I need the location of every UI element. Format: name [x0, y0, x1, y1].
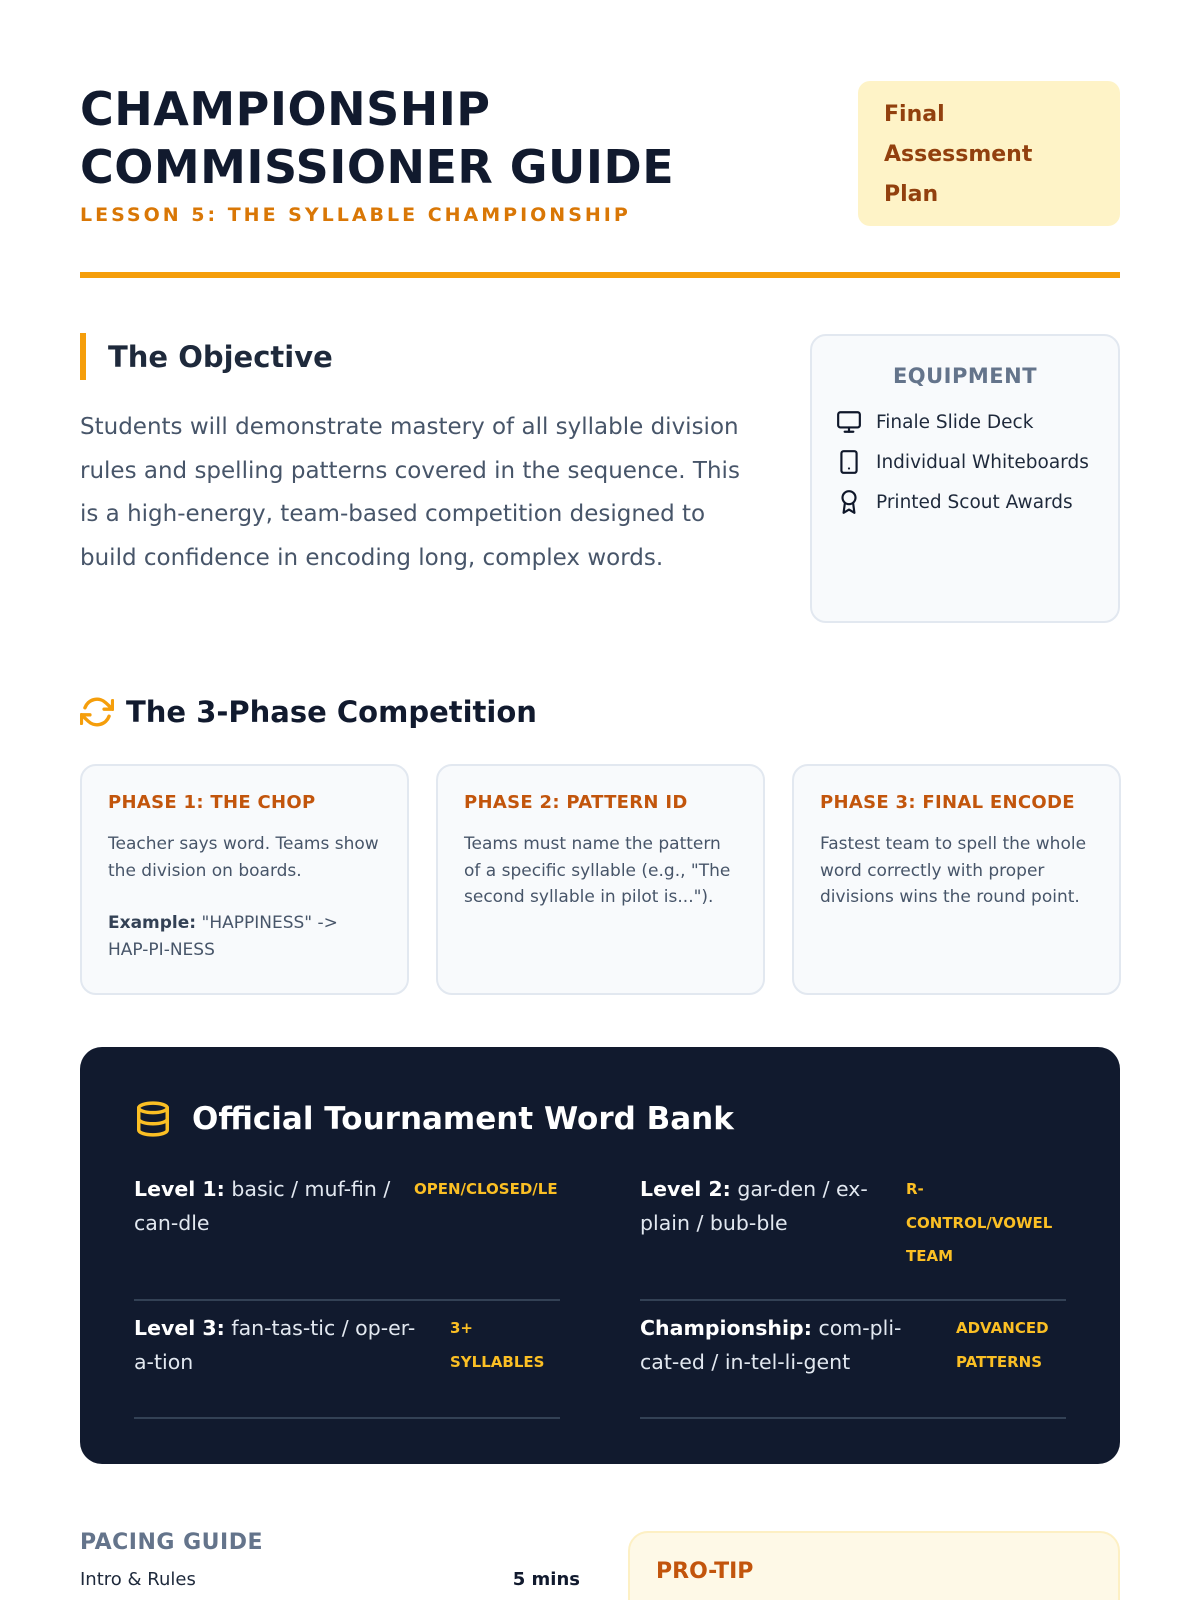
phase-label: PHASE 2: PATTERN ID: [464, 792, 688, 813]
equipment-item: [836, 442, 1094, 482]
level-word-list: basic / muf-fin / can-dle: [134, 1177, 391, 1235]
header-divider: [80, 272, 1120, 278]
level-words: [640, 1173, 890, 1299]
objective-text: Students will demonstrate mastery of all syllable division rules and spelling patterns covered in the sequence. This is a high-energy, team-based competition designed to build confidence in encoding long, complex words.: [80, 414, 740, 571]
objective-section: [80, 333, 740, 580]
level-tag: ADVANCED PATTERNS: [956, 1319, 1049, 1371]
phase-label: PHASE 1: THE CHOP: [108, 792, 316, 813]
phase-example-text: "HAPPINESS" -> HAP-PI-NESS: [108, 913, 338, 960]
database-icon: [134, 1099, 172, 1139]
phase-example: [108, 910, 381, 963]
equipment-item-label: Printed Scout Awards: [876, 491, 1073, 513]
level-name: Championship:: [640, 1316, 812, 1340]
equipment-item-label: Individual Whiteboards: [876, 451, 1089, 473]
phase-text: Teams must name the pattern of a specific syllable (e.g., "The second syllable in pilot is...").: [464, 834, 731, 907]
plan-badge: Final Assessment Plan: [858, 81, 1120, 226]
refresh-icon: [80, 695, 114, 729]
protip-title: PRO-TIP: [656, 1559, 754, 1584]
equipment-item: [836, 402, 1094, 442]
equipment-item-label: Finale Slide Deck: [876, 411, 1034, 433]
word-bank-panel: [80, 1047, 1120, 1464]
pacing-guide: [80, 1530, 580, 1590]
level-tag: OPEN/CLOSED/LE: [414, 1180, 558, 1198]
word-bank-level: [134, 1173, 560, 1301]
level-words: [134, 1312, 434, 1417]
word-bank-level: [134, 1312, 560, 1419]
monitor-icon: [836, 409, 862, 435]
word-bank-title: Official Tournament Word Bank: [192, 1101, 734, 1137]
equipment-item: [836, 482, 1094, 522]
level-name: Level 3:: [134, 1316, 225, 1340]
page-header: [80, 80, 1120, 226]
pacing-row: [80, 1569, 580, 1590]
equipment-title: EQUIPMENT: [892, 364, 1038, 388]
level-tag: 3+ SYLLABLES: [450, 1319, 545, 1371]
competition-heading: [80, 695, 537, 729]
tablet-icon: [836, 449, 862, 475]
award-icon: [836, 489, 862, 515]
objective-accent-bar: [80, 333, 86, 380]
equipment-card: [810, 334, 1120, 623]
page-title: CHAMPIONSHIP COMMISSIONER GUIDE: [80, 82, 675, 194]
word-bank-heading: [134, 1099, 1066, 1139]
equipment-list: [836, 402, 1094, 522]
phase-card: [792, 764, 1121, 995]
phase-card: [80, 764, 409, 995]
phase-label: PHASE 3: FINAL ENCODE: [820, 792, 1075, 813]
competition-title: The 3-Phase Competition: [126, 695, 537, 729]
phase-text: Fastest team to spell the whole word correctly with proper divisions wins the round point.: [820, 834, 1087, 907]
objective-heading: [80, 333, 740, 380]
pacing-row-time: 5 mins: [512, 1569, 580, 1590]
level-words: [640, 1312, 940, 1417]
word-bank-level: [640, 1312, 1066, 1419]
level-word-list: fan-tas-tic / op-er-a-tion: [134, 1316, 416, 1374]
pacing-row-label: Intro & Rules: [80, 1569, 196, 1590]
level-words: [134, 1173, 404, 1299]
phase-card: [436, 764, 765, 995]
phase-text: Teacher says word. Teams show the division on boards.: [108, 834, 379, 881]
protip-card: [628, 1531, 1120, 1600]
level-tag: R-CONTROL/VOWEL TEAM: [906, 1180, 1053, 1265]
phase-example-label: Example:: [108, 913, 197, 933]
level-name: Level 1:: [134, 1177, 225, 1201]
word-bank-level: [640, 1173, 1066, 1301]
pacing-title: PACING GUIDE: [80, 1530, 263, 1555]
level-name: Level 2:: [640, 1177, 731, 1201]
lesson-subtitle: LESSON 5: THE SYLLABLE CHAMPIONSHIP: [80, 204, 631, 226]
objective-title: The Objective: [108, 339, 333, 374]
level-word-list: com-pli-cat-ed / in-tel-li-gent: [640, 1316, 902, 1374]
level-word-list: gar-den / ex-plain / bub-ble: [640, 1177, 868, 1235]
